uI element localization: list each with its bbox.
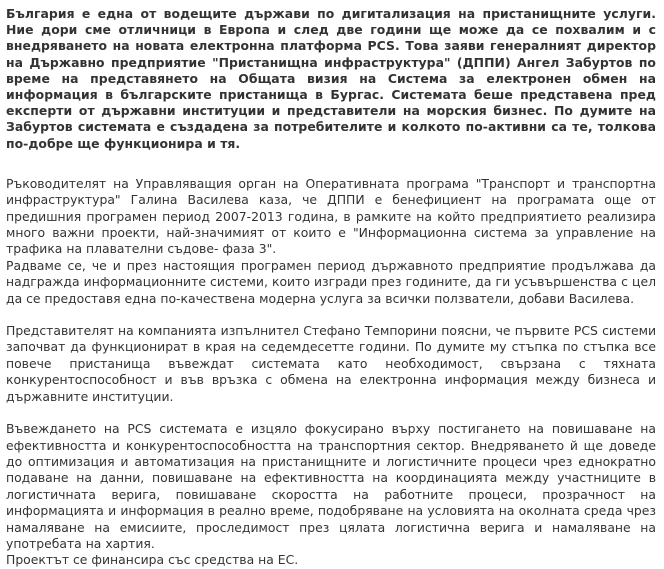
article-body — [6, 6, 656, 569]
paragraph-managing-authority: Ръководителят на Управляващия орган на Оперативната програма "Транспорт и транспортна инфраструктура" Галина Василева каза, че ДППИ е бенефициент на програмата още от предишния програмен период 2007-2013 година, в рамките на който предприятието реализира много важни проекти, най-значимият от които е "Информационна система за управление на трафика на плавателни съдове- фаза 3". — [6, 175, 656, 257]
paragraph-vasileva-quote: Радваме се, че и през настоящия програмен период държавното предприятие продължава да надгражда информационните системи, които изгради през годините, да ги усъвършенства с цел да се предоставя една по-качествена модерна услуга за всички ползватели, добави Василева. — [6, 257, 656, 306]
article-lead: България е една от водещите държави по дигитализация на пристанищните услуги. Ние дори сме отличници в Европа и след две години ще може да се похвалим и с внедряването на новата електронна платформа PCS. Това заяви генералният директор на Държавно предприятие "Пристанищна инфраструктура" (ДППИ) Ангел Забуртов по време на представянето на Общата визия на Система за електронен обмен на информация в българските пристанища в Бургас. Системата беше представена пред експерти от държавни институции и представители на морския бизнес. По думите на Забуртов системата е създадена за потребителите и колкото по-активни са те, толкова по-добре ще функционира и тя. — [6, 6, 656, 151]
paragraph-funding: Проектът се финансира със средства на ЕС. — [6, 552, 299, 568]
paragraph-pcs-benefits: Въвеждането на PCS системата е изцяло фокусирано върху постигането на повишаване на ефективността и конкурентоспособността на транспортния сектор. Внедряването й ще доведе до оптимизация и автоматизация на пристанищните и логистичните процеси чрез еднократно подаване на данни, повишаване на ефективността на координацията между участниците в логистичната верига, повишаване скоростта на работните процеси, прозрачност на информацията и информация в реално време, подобряване на условията на околната среда чрез намаляване на емисиите, проследимост през цялата логистична верига и намаляване на употребата на хартия. — [6, 421, 656, 551]
paragraph-temporini: Представителят на компанията изпълнител Стефано Темпорини поясни, че първите PCS системи започват да функционират в края на седемдесетте години. По думите му стъпка по стъпка все повече пристанища въвеждат системата като необходимост, свързана с тяхната конкурентоспособност и във връзка с обмена на електронна информация между бизнеса и държавните институции. — [6, 323, 656, 404]
